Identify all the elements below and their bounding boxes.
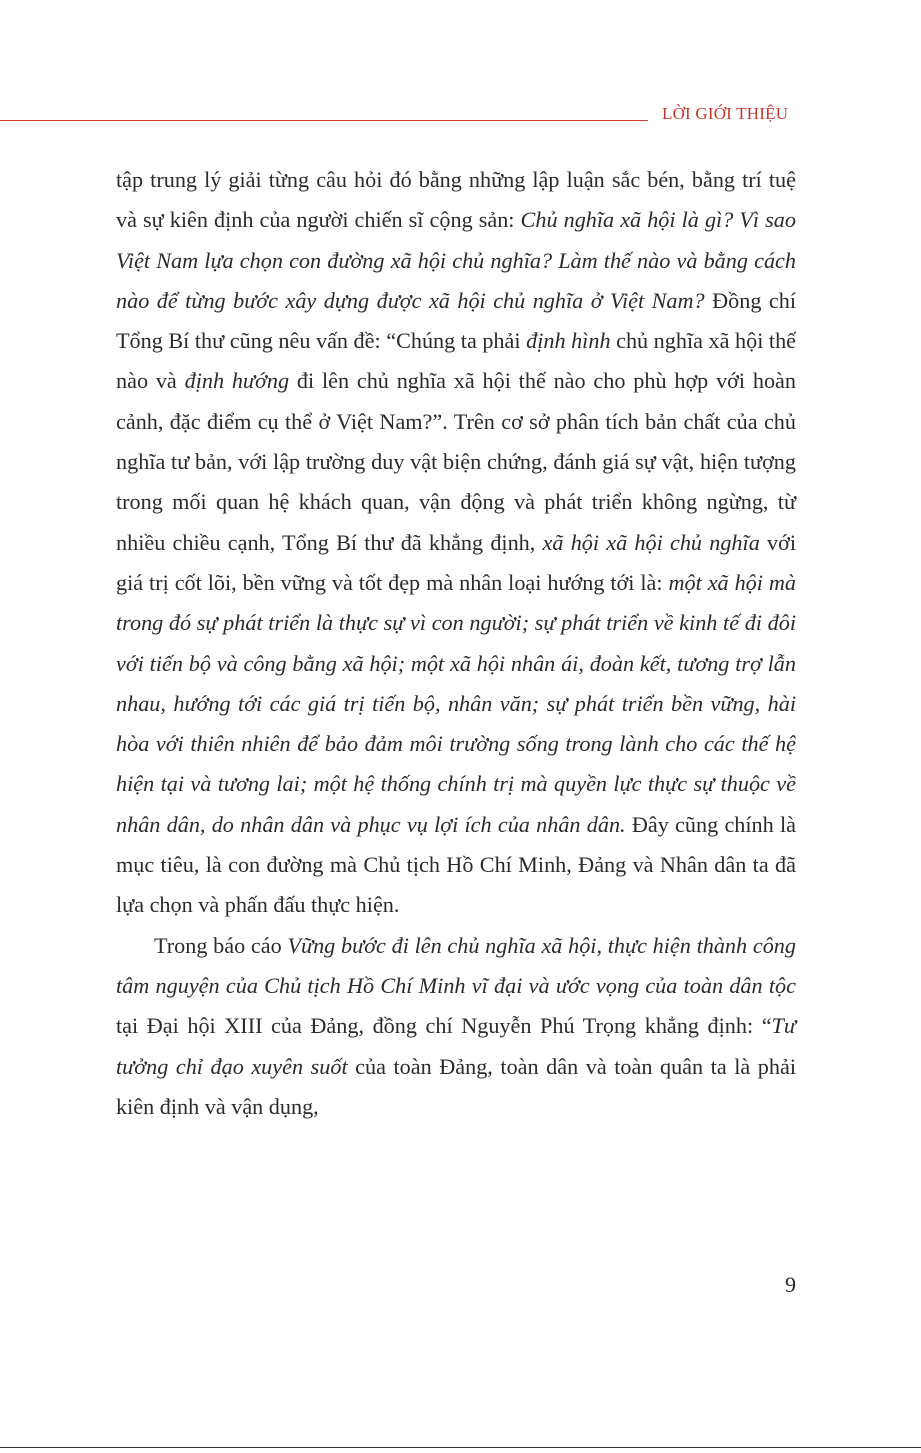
paragraph (116, 926, 796, 1127)
text-run: Đây cũng chính là mục tiêu, là con đường mà Chủ tịch Hồ Chí Minh, Đảng và Nhân dân ta đã lựa chọn và phấn đấu thực hiện. (116, 811, 796, 918)
italic-run: định hướng (184, 368, 290, 394)
text-run: Đồng chí Tổng Bí thư cũng nêu vấn đề: “Chúng ta phải (116, 287, 796, 354)
italic-run: một xã hội mà trong đó sự phát triển là thực sự vì con người; sự phát triển về kinh tế đi đôi với tiến bộ và công bằng xã hội; một xã hội nhân ái, đoàn kết, tương trợ lẫn nhau, hướng tới các giá trị tiến bộ, nhân văn; sự phát triển bền vững, hài hòa với thiên nhiên để bảo đảm môi trường sống trong lành cho các thế hệ hiện tại và tương lai; một hệ thống chính trị mà quyền lực thực sự thuộc về nhân dân, do nhân dân và phục vụ lợi ích của nhân dân. (116, 569, 796, 837)
running-head: LỜI GIỚI THIỆU (662, 104, 789, 123)
text-run: của toàn Đảng, toàn dân và toàn quân ta là phải kiên định và vận dụng, (116, 1053, 796, 1119)
italic-run: xã hội xã hội chủ nghĩa (542, 529, 760, 555)
body-text (116, 160, 796, 1127)
italic-run: Chủ nghĩa xã hội là gì? Vì sao Việt Nam lựa chọn con đường xã hội chủ nghĩa? Làm thế nào và bằng cách nào để từng bước xây dựng được xã hội chủ nghĩa ở Việt Nam? (116, 207, 796, 313)
italic-run: Tư tưởng chỉ đạo xuyên suốt (116, 1013, 796, 1079)
italic-run: định hình (526, 328, 611, 354)
paragraph (116, 160, 796, 926)
italic-run: Vững bước đi lên chủ nghĩa xã hội, thực hiện thành công tâm nguyện của Chủ tịch Hồ Chí Minh vĩ đại và ước vọng của toàn dân tộc (116, 932, 796, 998)
bottom-rule (0, 1447, 921, 1448)
page-number: 9 (785, 1272, 796, 1297)
text-run: chủ nghĩa xã hội thế nào và (116, 328, 797, 394)
text-run: Trong báo cáo (154, 932, 288, 958)
text-run: tập trung lý giải từng câu hỏi đó bằng những lập luận sắc bén, bằng trí tuệ và sự kiên định của người chiến sĩ cộng sản: (116, 167, 796, 233)
text-run: tại Đại hội XIII của Đảng, đồng chí Nguyễn Phú Trọng khẳng định: “ (116, 1013, 772, 1039)
header-rule (0, 120, 648, 121)
text-run: đi lên chủ nghĩa xã hội thế nào cho phù hợp với hoàn cảnh, đặc điểm cụ thể ở Việt Nam?”. Trên cơ sở phân tích bản chất của chủ nghĩa tư bản, với lập trường duy vật biện chứng, đánh giá sự vật, hiện tượng trong mối quan hệ khách quan, vận động và phát triển không ngừng, từ nhiều chiều cạnh, Tổng Bí thư đã khẳng định, (116, 368, 796, 555)
text-run: với giá trị cốt lõi, bền vững và tốt đẹp mà nhân loại hướng tới là: (116, 529, 797, 595)
